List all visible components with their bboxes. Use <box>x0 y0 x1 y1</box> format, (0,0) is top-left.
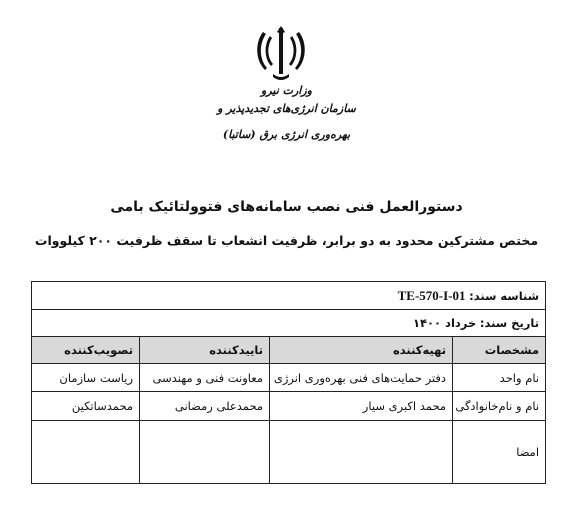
cell-signature-confirmer <box>140 421 270 484</box>
header-preparer: تهیه‌کننده <box>270 337 453 364</box>
organization-name-line2: بهره‌وری انرژی برق (ساتبا) <box>222 128 351 141</box>
ministry-name: وزارت نیرو <box>261 84 312 97</box>
header-approver: تصویب‌کننده <box>32 337 140 364</box>
cell-name-confirmer: محمدعلی رمضانی <box>140 392 270 421</box>
document-date-label: تاریخ سند: <box>479 316 540 330</box>
header-specs: مشخصات <box>453 337 546 364</box>
document-info-table <box>31 281 546 484</box>
table-row-unit <box>32 364 546 392</box>
table-row-signature <box>32 421 546 484</box>
header-confirmer: تاییدکننده <box>140 337 270 364</box>
document-id-label: شناسه سند: <box>469 288 540 303</box>
document-date-value: خرداد ۱۴۰۰ <box>412 316 477 330</box>
cell-signature-preparer <box>270 421 453 484</box>
cell-name-preparer: محمد اکبری سیار <box>270 392 453 421</box>
iran-emblem-icon <box>253 24 309 84</box>
cell-unit-preparer: دفتر حمایت‌های فنی بهره‌وری انرژی <box>270 364 453 392</box>
document-id-row <box>32 282 546 310</box>
cell-signature-approver <box>32 421 140 484</box>
cell-name-label: نام و نام‌خانوادگی <box>453 392 546 421</box>
cell-unit-approver: ریاست سازمان <box>32 364 140 392</box>
table-header-row <box>32 337 546 364</box>
document-id-value: TE-570-I-01 <box>397 287 466 303</box>
cell-name-approver: محمدساتکین <box>32 392 140 421</box>
document-date-row <box>32 310 546 337</box>
document-subtitle: مختص مشترکین محدود به دو برابر، ظرفیت انشعاب تا سقف ظرفیت ۲۰۰ کیلووات <box>34 233 539 248</box>
cell-signature-label: امضا <box>453 421 546 484</box>
cell-unit-confirmer: معاونت فنی و مهندسی <box>140 364 270 392</box>
cell-unit-label: نام واحد <box>453 364 546 392</box>
organization-name-line1: سازمان انرژی‌های تجدیدپذیر و <box>217 102 356 115</box>
document-title: دستورالعمل فنی نصب سامانه‌های فتوولتائیک بامی <box>110 199 463 215</box>
table-row-name <box>32 392 546 421</box>
